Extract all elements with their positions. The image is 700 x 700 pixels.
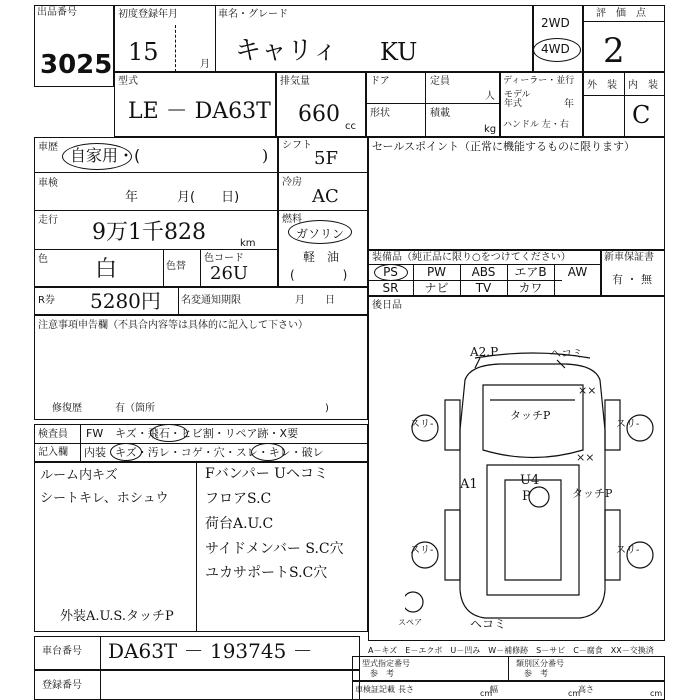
history-value: 自家用・( bbox=[70, 146, 141, 165]
history-label: 車歴 bbox=[38, 142, 58, 153]
diagram-touch-p-1: タッチP bbox=[510, 409, 551, 422]
remark-7: ユカサポートS.C穴 bbox=[205, 565, 328, 581]
lot-label: 出品番号 bbox=[37, 7, 77, 18]
car-name: キャリィ bbox=[235, 36, 338, 66]
chassis-label: 車台番号 bbox=[42, 646, 82, 657]
color-label: 色 bbox=[38, 254, 48, 265]
equip-pw: PW bbox=[426, 265, 447, 279]
inspector-in-items: キズ・汚レ・コゲ・穴・スレ・キレ・破レ bbox=[115, 446, 324, 459]
load-label: 積載 bbox=[430, 108, 450, 119]
sales-point-label: セールスポイント（正常に機能するものに限ります） bbox=[372, 140, 636, 153]
equip-aw: AW bbox=[567, 265, 588, 279]
in-scratch-circle bbox=[110, 443, 142, 461]
displacement-label: 排気量 bbox=[280, 76, 310, 87]
color-code-label: 色コード bbox=[204, 253, 244, 264]
mileage-unit: km bbox=[240, 238, 256, 249]
dealer-year-unit: 年 bbox=[564, 99, 574, 110]
interior-label: 内 装 bbox=[628, 80, 658, 91]
equip-tv: TV bbox=[475, 281, 492, 295]
class-number-ref: 参 考 bbox=[524, 669, 548, 678]
color-code: 26U bbox=[210, 263, 249, 284]
cooler-label: 冷房 bbox=[282, 177, 302, 188]
remark-4: フロアS.C bbox=[205, 491, 272, 507]
recycle-label: R券 bbox=[38, 295, 55, 306]
dimensions-length: 長さ bbox=[398, 685, 414, 694]
dealer-model-year-label: モデル 年式 bbox=[504, 90, 531, 109]
dimensions-label: 車検証記載 bbox=[355, 685, 395, 694]
capacity-label: 定員 bbox=[430, 76, 450, 87]
inspector-label-2: 記入欄 bbox=[38, 447, 68, 458]
remark-1: ルーム内キズ bbox=[40, 468, 118, 483]
diagram-u4: U4 bbox=[520, 473, 540, 488]
registration-no-box bbox=[34, 670, 360, 700]
diagram-xx-1: ×× bbox=[578, 384, 597, 397]
deadline-label: 名変通知期限 bbox=[181, 295, 241, 306]
drive-2wd: 2WD bbox=[541, 16, 570, 30]
color-change-label: 色替 bbox=[166, 261, 186, 272]
car-name-label: 車名・グレード bbox=[218, 9, 288, 20]
deadline-date: 月 日 bbox=[295, 295, 335, 306]
fw-stone-circle bbox=[150, 424, 188, 442]
shift-value: 5F bbox=[314, 148, 338, 169]
dimensions-width-unit: cm bbox=[568, 689, 581, 698]
drive-4wd-circle bbox=[533, 38, 581, 62]
dimensions-width: 幅 bbox=[490, 685, 498, 694]
inspection-text: 年 月( 日) bbox=[125, 190, 240, 205]
recycle-value: 5280円 bbox=[90, 289, 161, 313]
inspector-label-1: 検査員 bbox=[38, 429, 68, 440]
equip-ps-circle bbox=[374, 264, 408, 281]
remark-2: シートキレ、ホシュウ bbox=[40, 491, 169, 506]
diagram-a1: A1 bbox=[460, 477, 478, 492]
diagram-scratch-fl: スリ- bbox=[410, 419, 434, 430]
displacement-unit: cc bbox=[345, 121, 356, 132]
diagram-a2p: A2.P bbox=[470, 345, 499, 359]
sales-point-box bbox=[368, 137, 665, 250]
capacity-unit: 人 bbox=[485, 91, 495, 102]
cooler-value: AC bbox=[312, 186, 339, 207]
remark-3: Fバンパー Uヘコミ bbox=[205, 466, 328, 482]
in-wear-circle bbox=[251, 443, 285, 461]
equip-navi: ナビ bbox=[424, 281, 449, 295]
car-grade: KU bbox=[380, 38, 418, 66]
warranty-label: 新車保証書 bbox=[604, 252, 654, 263]
dealer-steering: ハンドル 左・右 bbox=[503, 120, 569, 130]
fuel-circle bbox=[288, 220, 352, 244]
door-label: ドア bbox=[370, 76, 390, 87]
fuel-alt: 軽 油 bbox=[303, 250, 340, 264]
accessories-label: 後日品 bbox=[372, 300, 402, 311]
remark-5: 荷台A.U.C bbox=[205, 516, 274, 532]
diagram-p: P bbox=[522, 489, 531, 504]
diagram-scratch-fr: スリ- bbox=[616, 419, 640, 430]
equip-ps: PS bbox=[383, 265, 398, 279]
displacement-value: 660 bbox=[298, 102, 340, 127]
diagram-scratch-rl: スリ- bbox=[410, 545, 434, 556]
fuel-paren: ( ) bbox=[290, 268, 348, 282]
diagram-dent-front: ヘコミ bbox=[550, 347, 583, 360]
diagram-spare: スペア bbox=[398, 618, 422, 627]
legend: A－キズ E－エクボ U－凹み W－補修跡 S－サビ C－腐食 XX－交換済 bbox=[368, 646, 654, 655]
drive-4wd: 4WD bbox=[541, 42, 570, 56]
shift-label: シフト bbox=[282, 140, 312, 151]
dimensions-height-unit: cm bbox=[650, 689, 663, 698]
dealer-label: ディーラー・並行 bbox=[503, 76, 575, 86]
model-label: 型式 bbox=[118, 76, 138, 87]
exterior-label: 外 装 bbox=[587, 80, 617, 91]
class-number-label: 類別区分番号 bbox=[516, 659, 564, 668]
interior-score: C bbox=[632, 101, 651, 129]
color-value: 白 bbox=[95, 257, 118, 282]
type-designation-label: 型式指定番号 bbox=[362, 659, 410, 668]
repair-value: 有（箇所 bbox=[115, 403, 155, 414]
rating-score: 2 bbox=[603, 31, 625, 71]
warranty-value: 有 ・ 無 bbox=[612, 273, 652, 286]
registration-year: 15 bbox=[128, 38, 159, 66]
inspector-in: 内装 bbox=[84, 446, 106, 459]
shape-label: 形状 bbox=[370, 108, 390, 119]
repair-close: ) bbox=[325, 403, 329, 414]
dimensions-height: 高さ bbox=[578, 685, 594, 694]
diagram-xx-2: ×× bbox=[576, 451, 595, 464]
history-circle bbox=[62, 143, 132, 170]
mileage-value: 9万1千828 bbox=[92, 220, 206, 245]
dimensions-length-unit: cm bbox=[480, 689, 493, 698]
car-diagram bbox=[405, 340, 660, 640]
inspection-label: 車検 bbox=[38, 178, 58, 189]
equip-airbag: エアB bbox=[514, 265, 547, 279]
load-unit: kg bbox=[484, 124, 497, 135]
inspector-fw: FW bbox=[86, 427, 104, 440]
equip-sr: SR bbox=[382, 281, 399, 295]
diagram-touch-p-2: タッチP bbox=[572, 487, 613, 500]
type-designation-ref: 参 考 bbox=[370, 669, 394, 678]
registration-no-label: 登録番号 bbox=[42, 680, 82, 691]
repair-label: 修復歴 bbox=[52, 403, 82, 414]
model-value: LE － DA63T bbox=[128, 99, 271, 124]
registration-month-unit: 月 bbox=[200, 59, 210, 70]
equipment-label: 装備品（純正品に限り○をつけてください） bbox=[372, 252, 571, 263]
equip-leather: カワ bbox=[518, 281, 543, 295]
fuel-value: ガソリン bbox=[296, 227, 345, 241]
diagram-scratch-rr: スリ- bbox=[616, 545, 640, 556]
remark-6: サイドメンバー S.C穴 bbox=[205, 541, 344, 557]
mileage-label: 走行 bbox=[38, 215, 58, 226]
equip-abs: ABS bbox=[471, 265, 496, 279]
lot-number: 3025 bbox=[40, 50, 113, 80]
diagram-dent-rear: ヘコミ bbox=[470, 617, 507, 631]
fuel-label: 燃料 bbox=[282, 214, 302, 225]
rating-label: 評 価 点 bbox=[596, 8, 646, 19]
remark-8: 外装A.U.S.タッチP bbox=[60, 609, 174, 624]
chassis-value: DA63T － 193745 － bbox=[108, 639, 313, 663]
registration-label: 初度登録年月 bbox=[118, 9, 178, 20]
notes-label: 注意事項申告欄（不具合内容等は具体的に記入して下さい） bbox=[38, 320, 308, 331]
inspector-fw-items: キズ・飛石・ヒビ割・リペア跡・X要 bbox=[115, 427, 299, 440]
history-close: ) bbox=[262, 146, 269, 165]
